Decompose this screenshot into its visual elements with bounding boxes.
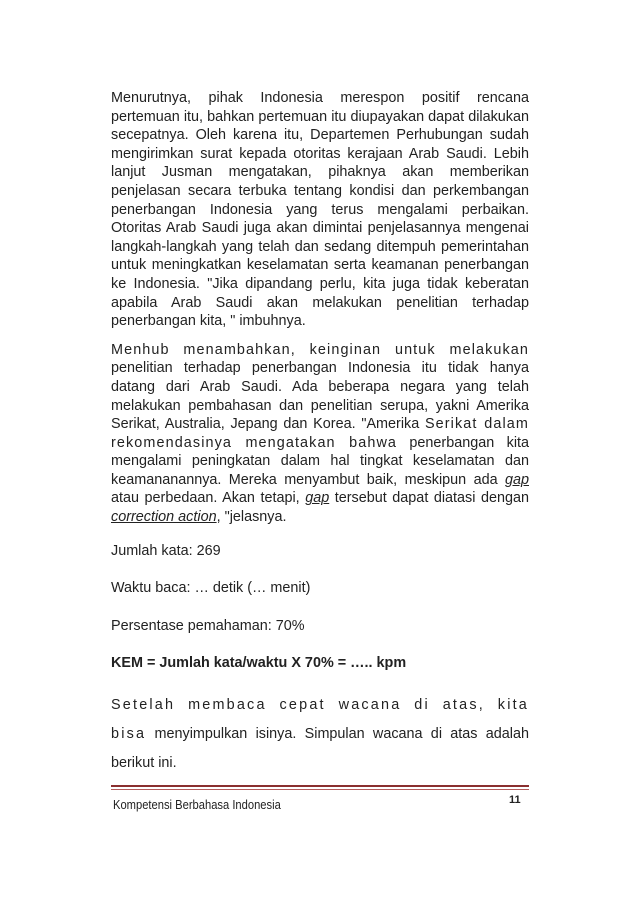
paragraph-2-body-c: atau perbedaan. Akan tetapi, <box>111 490 300 507</box>
closing-first-line: Setelah membaca cepat wacana di atas, kita bisa <box>111 697 529 743</box>
paragraph-2 <box>111 341 529 527</box>
paragraph-2-body-a: penelitian terhadap penerbangan Indonesia itu tidak hanya datang dari Arab Saudi. Ada beberapa negara yang telah melakukan pembahasan dan penelitian serupa, yakni Amerika Serikat, Australia, Jepang dan Korea. "Amerika <box>111 360 529 433</box>
paragraph-2-first-line: Menhub menambahkan, keinginan untuk melakukan <box>111 341 529 358</box>
footer-rule <box>111 785 529 787</box>
reading-time: Waktu baca: … detik (… menit) <box>111 580 311 597</box>
document-body <box>111 89 529 778</box>
gap-term-2: gap <box>305 490 330 507</box>
footer-title: Kompetensi Berbahasa Indonesia <box>113 797 281 812</box>
paragraph-2-body-b: penerbangan kita mengalami peningkatan dalam hal tingkat keselamatan dan keamananannya. Mereka menyambut baik, meskipun ada <box>111 434 530 488</box>
page-number: 11 <box>509 794 521 806</box>
paragraph-2-body-e: , "jelasnya. <box>216 509 287 526</box>
kem-formula: KEM = Jumlah kata/waktu X 70% = ….. kpm <box>111 655 407 672</box>
gap-term-1: gap <box>504 471 529 488</box>
closing-paragraph <box>111 691 529 778</box>
correction-action-term: correction action <box>111 509 217 526</box>
closing-rest: menyimpulkan isinya. Simpulan wacana di atas adalah berikut ini. <box>111 726 529 772</box>
paragraph-2-spaced-line: Serikat dalam rekomendasinya mengatakan bahwa <box>111 416 529 451</box>
comprehension-percentage: Persentase pemahaman: 70% <box>111 617 305 634</box>
footer-rule-thin <box>111 789 529 790</box>
paragraph-2-body-d: tersebut dapat diatasi dengan <box>334 490 530 507</box>
word-count: Jumlah kata: 269 <box>111 542 221 559</box>
paragraph-1: Menurutnya, pihak Indonesia merespon positif rencana pertemuan itu, bahkan pertemuan itu diupayakan dapat dilakukan secepatnya. Oleh karena itu, Departemen Perhubungan sudah mengirimkan surat kepada otoritas kerajaan Arab Saudi. Lebih lanjut Jusman mengatakan, pihaknya akan memberikan penjelasan secara terbuka tentang kondisi dan perkembangan penerbangan Indonesia yang terus mengalami perbaikan. Otoritas Arab Saudi juga akan dimintai penjelasannya mengenai langkah-langkah yang telah dan sedang ditempuh pemerintahan untuk meningkatkan keselamatan serta keamanan penerbangan ke Indonesia. "Jika dipandang perlu, kita juga tidak keberatan apabila Arab Saudi akan melakukan penelitian terhadap penerbangan kita, " imbuhnya. <box>111 90 529 330</box>
